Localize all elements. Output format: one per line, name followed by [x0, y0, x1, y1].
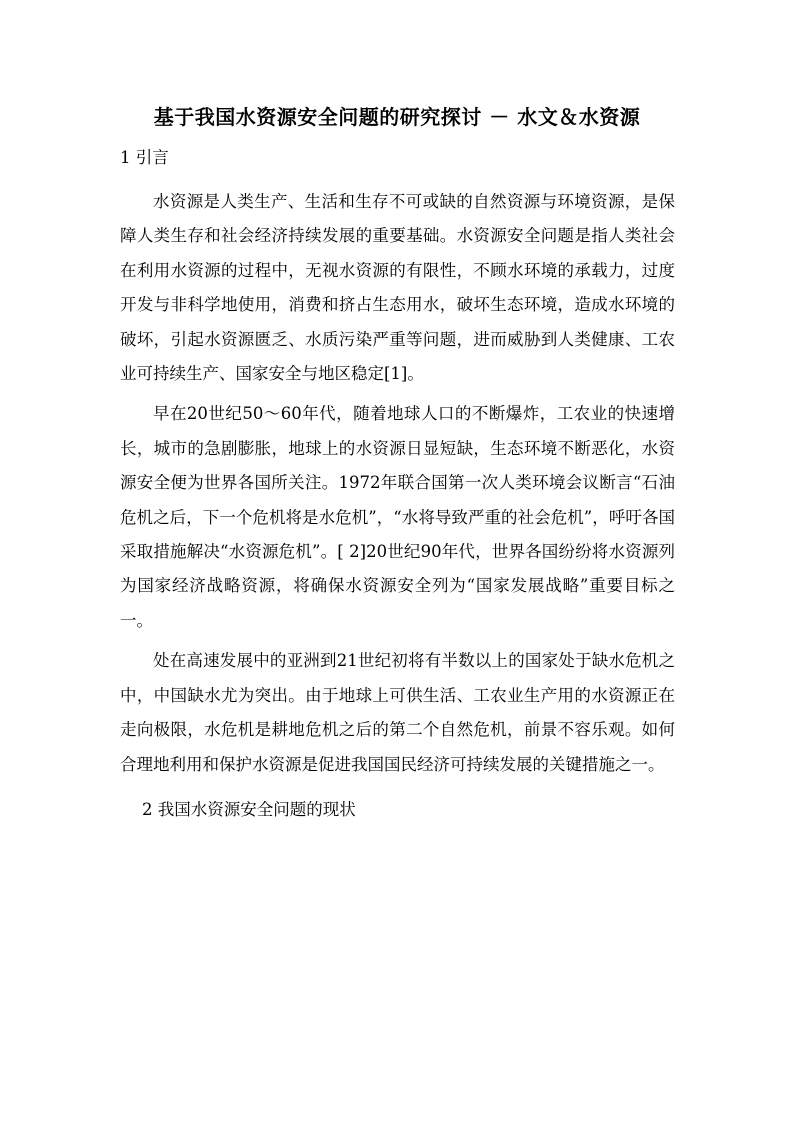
section-heading-introduction: 1 引言	[120, 148, 169, 167]
document-title: 基于我国水资源安全问题的研究探讨 － 水文＆水资源	[153, 105, 641, 129]
section-heading-current-status: 2 我国水资源安全问题的现状	[142, 799, 356, 819]
paragraph-water-resource-definition: 水资源是人类生产、生活和生存不可或缺的自然资源与环境资源，是保障人类生存和社会经济持续发展的重要基础。水资源安全问题是指人类社会在利用水资源的过程中，无视水资源的有限性，不顾水环境的承载力，过度开发与非科学地使用，消费和挤占生态用水，破坏生态环境，造成水环境的破坏，引起水资源匮乏、水质污染严重等问题，进而威胁到人类健康、工农业可持续生产、国家安全与地区稳定[1]。	[120, 192, 675, 384]
paragraph-asia-water-crisis: 处在高速发展中的亚洲到21世纪初将有半数以上的国家处于缺水危机之中，中国缺水尤为突出。由于地球上可供生活、工农业生产用的水资源正在走向极限，水危机是耕地危机之后的第二个自然危机，前景不容乐观。如何合理地利用和保护水资源是促进我国国民经济可持续发展的关键措施之一。	[120, 651, 675, 774]
document-body	[120, 144, 675, 837]
paragraph-historical-background: 早在20世纪50～60年代，随着地球人口的不断爆炸，工农业的快速增长，城市的急剧膨胀，地球上的水资源日显短缺，生态环境不断恶化，水资源安全便为世界各国所关注。1972年联合国第一次人类环境会议断言“石油危机之后，下一个危机将是水危机”，“水将导致严重的社会危机”，呼吁各国采取措施解决“水资源危机”。[ 2]20世纪90年代，世界各国纷纷将水资源列为国家经济战略资源，将确保水资源安全列为“国家发展战略”重要目标之一。	[120, 404, 675, 630]
